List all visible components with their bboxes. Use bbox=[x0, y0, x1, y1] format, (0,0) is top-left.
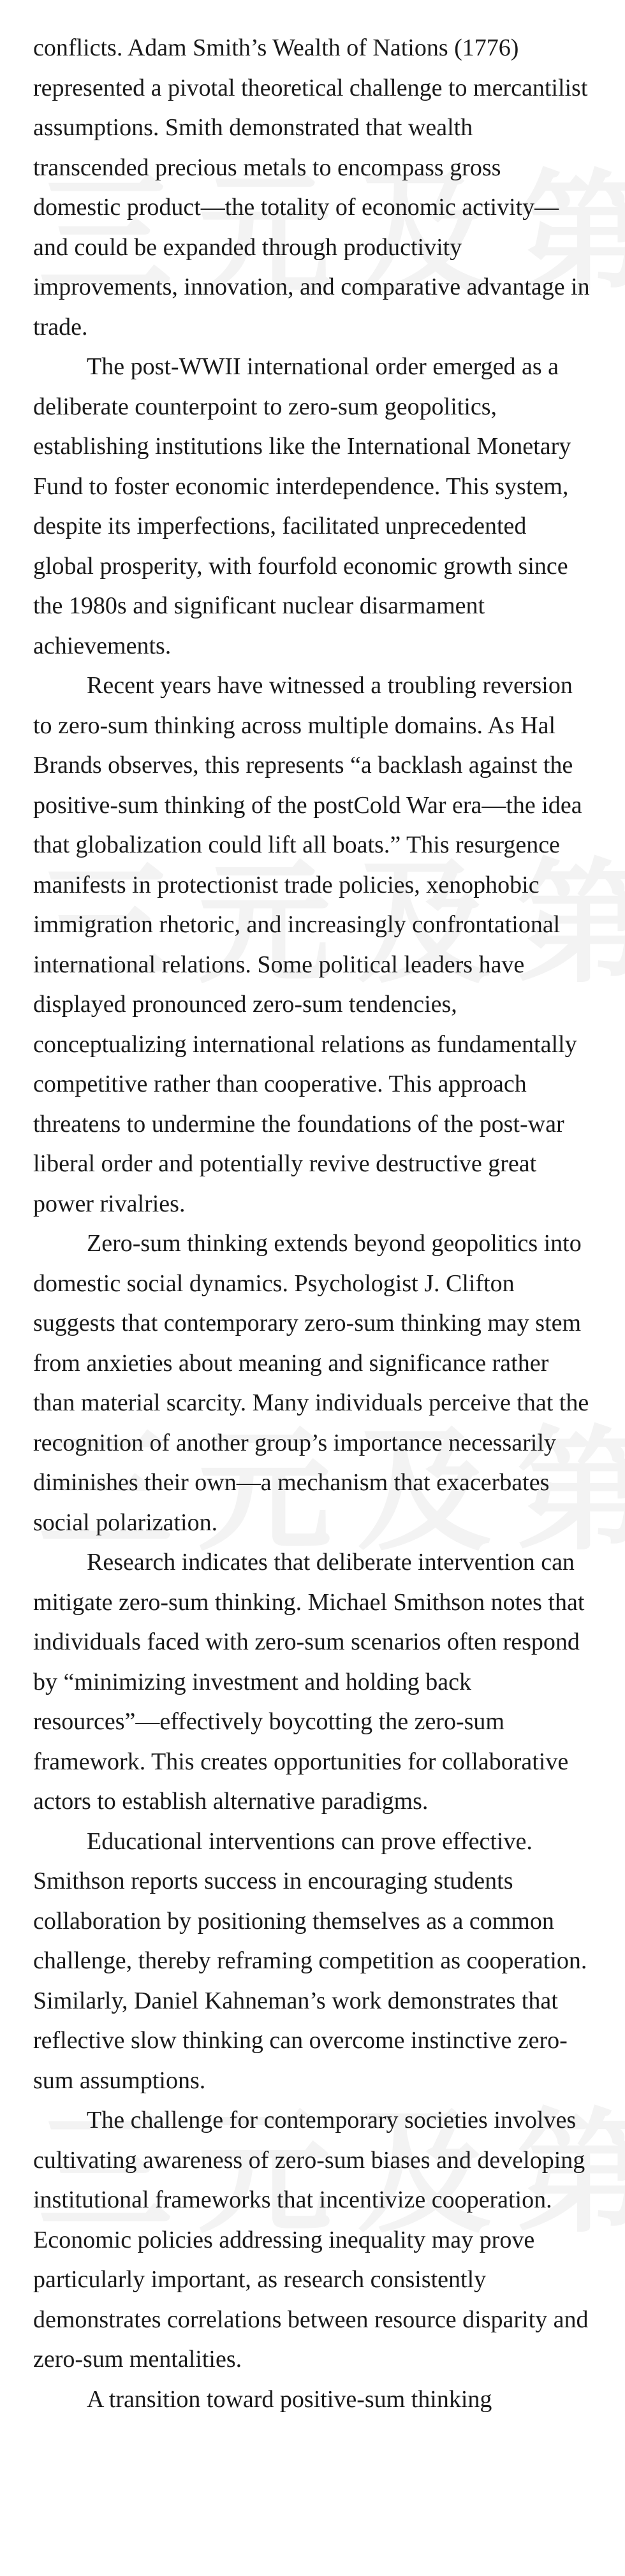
paragraph: Recent years have witnessed a troubling reversion to zero-sum thinking across multiple domains. As Hal Brands observes, this represents “a backlash against the positive-sum thinking of the postCold War era—the idea that globalization could lift all boats.” This resurgence manifests in protectionist trade policies, xenophobic immigration rhetoric, and increasingly confrontational international relations. Some political leaders have displayed pronounced zero-sum tendencies, conceptualizing international relations as fundamentally competitive rather than cooperative. This approach threatens to undermine the foundations of the post-war liberal order and potentially revive destructive great power rivalries. bbox=[33, 672, 582, 1217]
paragraph: Educational interventions can prove effective. Smithson reports success in encouraging students collaboration by positioning themselves as a common challenge, thereby reframing competition as cooperation. Similarly, Daniel Kahneman’s work demonstrates that reflective slow thinking can overcome instinctive zero-sum assumptions. bbox=[33, 1827, 587, 2094]
paragraph: Zero-sum thinking extends beyond geopolitics into domestic social dynamics. Psychologist J. Clifton suggests that contemporary zero-sum thinking may stem from anxieties about meaning and significance rather than material scarcity. Many individuals perceive that the recognition of another group’s importance necessarily diminishes their own—a mechanism that exacerbates social polarization. bbox=[33, 1230, 589, 1536]
paragraph: Research indicates that deliberate intervention can mitigate zero-sum thinking. Michael Smithson notes that individuals faced with zero-sum scenarios often respond by “minimizing investment and holding back resources”—effectively boycotting the zero-sum framework. This creates opportunities for collaborative actors to establish alternative paradigms. bbox=[33, 1549, 585, 1815]
paragraph-continuation: conflicts. Adam Smith’s Wealth of Nations (1776) represented a pivotal theoretical challenge to mercantilist assumptions. Smith demonstrated that wealth transcended precious metals to encompass gross domestic product—the totality of economic activity—and could be expanded through productivity improvements, innovation, and comparative advantage in trade. bbox=[33, 34, 590, 340]
paragraph: The challenge for contemporary societies involves cultivating awareness of zero-sum biases and developing institutional frameworks that incentivize cooperation. Economic policies addressing inequality may prove particularly important, as research consistently demonstrates correlations between resource disparity and zero-sum mentalities. bbox=[33, 2107, 589, 2373]
paragraph: The post-WWII international order emerged as a deliberate counterpoint to zero-sum geopolitics, establishing institutions like the International Monetary Fund to foster economic interdependence. This system, despite its imperfections, facilitated unprecedented global prosperity, with fourfold economic growth since the 1980s and significant nuclear disarmament achievements. bbox=[33, 353, 571, 659]
paragraph-truncated: A transition toward positive-sum thinking bbox=[87, 2385, 492, 2413]
